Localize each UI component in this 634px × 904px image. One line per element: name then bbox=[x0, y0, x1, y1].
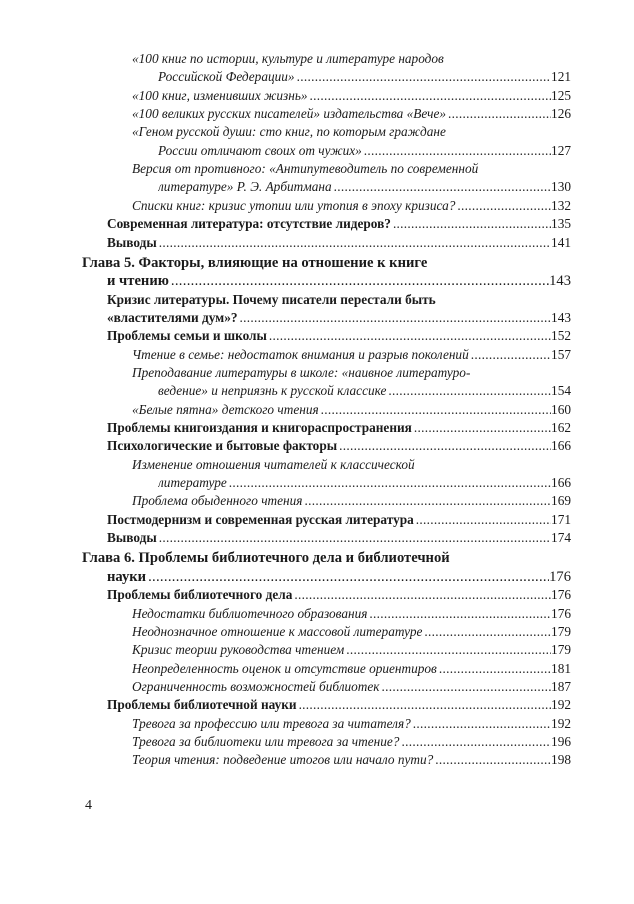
toc-entry-line bbox=[0, 197, 634, 215]
toc-page-number: 135 bbox=[551, 216, 571, 231]
toc-entry-title: Неоднозначное отношение к массовой литературе bbox=[132, 624, 423, 639]
toc-entry-title: Выводы bbox=[107, 530, 157, 545]
toc-entry-title: Тревога за библиотеки или тревога за чтение? bbox=[132, 734, 400, 749]
toc-entry-line bbox=[0, 529, 634, 547]
toc-entry-line bbox=[0, 733, 634, 751]
toc-entry-line bbox=[0, 678, 634, 696]
toc-entry-title: литературе» Р. Э. Арбитмана bbox=[158, 179, 332, 194]
toc-entry-title: Неопределенность оценок и отсутствие ориентиров bbox=[132, 661, 437, 676]
toc-entry bbox=[158, 474, 571, 492]
toc-page-number: 166 bbox=[551, 438, 571, 453]
dot-leader bbox=[455, 197, 551, 215]
toc-entry-line bbox=[0, 50, 634, 68]
toc-page-number: 198 bbox=[551, 752, 571, 767]
toc-page-number: 176 bbox=[549, 569, 571, 585]
toc-entry-line bbox=[0, 68, 634, 86]
toc-entry-title: «Геном русской души: сто книг, по которым граждане bbox=[132, 124, 446, 139]
dot-leader bbox=[362, 142, 551, 160]
toc-entry-line bbox=[0, 272, 634, 290]
toc-entry bbox=[132, 678, 571, 696]
toc-entry-line bbox=[0, 660, 634, 678]
toc-entry bbox=[107, 327, 571, 345]
toc-entry-line bbox=[0, 474, 634, 492]
toc-entry bbox=[132, 197, 571, 215]
toc-entry bbox=[132, 751, 571, 769]
toc-entry bbox=[107, 215, 571, 233]
toc-entry-line bbox=[0, 123, 634, 141]
toc-page-number: 179 bbox=[551, 642, 571, 657]
toc-entry bbox=[158, 68, 571, 86]
toc-entry-title: Версия от противного: «Антипутеводитель по современной bbox=[132, 161, 479, 176]
toc-entry-title: Тревога за профессию или тревога за читателя? bbox=[132, 716, 411, 731]
toc-entry bbox=[107, 272, 571, 290]
toc-entry-line bbox=[0, 87, 634, 105]
toc-entry bbox=[132, 623, 571, 641]
toc-entry bbox=[107, 696, 571, 714]
toc-entry-title: Теория чтения: подведение итогов или начало пути? bbox=[132, 752, 434, 767]
toc-entry-line bbox=[0, 178, 634, 196]
toc-entry-line bbox=[0, 549, 634, 567]
toc-entry bbox=[107, 586, 571, 604]
toc-entry bbox=[107, 529, 571, 547]
toc-entry-line bbox=[0, 327, 634, 345]
toc-entry-line bbox=[0, 309, 634, 327]
dot-leader bbox=[386, 382, 551, 400]
toc-entry-title: Глава 6. Проблемы библиотечного дела и библиотечной bbox=[82, 550, 450, 566]
dot-leader bbox=[433, 751, 551, 769]
page-number: 4 bbox=[85, 798, 92, 813]
dot-leader bbox=[297, 696, 551, 714]
toc-entry-title: Глава 5. Факторы, влияющие на отношение к книге bbox=[82, 255, 428, 271]
toc-entry-title: Недостатки библиотечного образования bbox=[132, 606, 368, 621]
toc-entry-title: Проблемы библиотечного дела bbox=[107, 587, 293, 602]
toc-entry-title: «властителями дум»? bbox=[107, 310, 238, 325]
toc-entry bbox=[158, 382, 571, 400]
toc-entry-title: Преподавание литературы в школе: «наивное литературо- bbox=[132, 365, 471, 380]
toc-entry-line bbox=[0, 346, 634, 364]
dot-leader bbox=[446, 105, 551, 123]
dot-leader bbox=[227, 474, 551, 492]
toc-entry-line bbox=[0, 382, 634, 400]
toc-entry bbox=[107, 511, 571, 529]
toc-entry-line bbox=[0, 492, 634, 510]
toc-entry bbox=[107, 309, 571, 327]
toc-entry-line bbox=[0, 751, 634, 769]
toc-entry-title: Психологические и бытовые факторы bbox=[107, 438, 338, 453]
toc-entry-title: Проблемы библиотечной науки bbox=[107, 697, 297, 712]
toc-page-number: 141 bbox=[551, 235, 571, 250]
toc-entry bbox=[132, 733, 571, 751]
dot-leader bbox=[412, 419, 551, 437]
dot-leader bbox=[399, 733, 551, 751]
toc-entry bbox=[107, 437, 571, 455]
toc-entry-title: науки bbox=[107, 569, 147, 585]
dot-leader bbox=[469, 346, 551, 364]
toc-entry-line bbox=[0, 456, 634, 474]
toc-entry-line bbox=[0, 623, 634, 641]
toc-page-number: 181 bbox=[551, 661, 571, 676]
toc-entry-title: «Белые пятна» детского чтения bbox=[132, 402, 319, 417]
toc-entry-line bbox=[0, 291, 634, 309]
toc-page-number: 187 bbox=[551, 679, 571, 694]
toc-entry bbox=[132, 346, 571, 364]
toc-entry bbox=[132, 492, 571, 510]
toc-entry-line bbox=[0, 419, 634, 437]
toc-page-number: 196 bbox=[551, 734, 571, 749]
dot-leader bbox=[332, 178, 551, 196]
toc-page-number: 176 bbox=[551, 606, 571, 621]
toc-page-number: 125 bbox=[551, 88, 571, 103]
dot-leader bbox=[169, 272, 549, 290]
toc-page-number: 132 bbox=[551, 198, 571, 213]
toc-entry-line bbox=[0, 568, 634, 586]
toc-entry bbox=[132, 87, 571, 105]
toc-entry-title: Кризис литературы. Почему писатели перестали быть bbox=[107, 292, 436, 307]
toc-entry-line bbox=[0, 160, 634, 178]
toc-page-number: 166 bbox=[551, 475, 571, 490]
toc-entry-title: «100 книг по истории, культуре и литературе народов bbox=[132, 51, 444, 66]
toc-entry-title: Российской Федерации» bbox=[158, 69, 295, 84]
dot-leader bbox=[308, 87, 552, 105]
toc-entry-line bbox=[0, 364, 634, 382]
dot-leader bbox=[295, 68, 551, 86]
toc-entry-line bbox=[0, 254, 634, 272]
dot-leader bbox=[411, 715, 551, 733]
dot-leader bbox=[157, 529, 551, 547]
toc-page-number: 174 bbox=[551, 530, 571, 545]
toc-entry-line bbox=[0, 234, 634, 252]
toc-entry-title: литературе bbox=[158, 475, 227, 490]
toc-entry-line bbox=[0, 401, 634, 419]
toc-page-number: 157 bbox=[551, 347, 571, 362]
dot-leader bbox=[367, 605, 551, 623]
dot-leader bbox=[414, 511, 551, 529]
toc-page-number: 143 bbox=[549, 273, 571, 289]
toc-page-number: 154 bbox=[551, 383, 571, 398]
toc-entry-title: Проблема обыденного чтения bbox=[132, 493, 303, 508]
toc-entry-title: Современная литература: отсутствие лидеров? bbox=[107, 216, 391, 231]
toc-page-number: 162 bbox=[551, 420, 571, 435]
toc-entry bbox=[132, 660, 571, 678]
toc-page-number: 130 bbox=[551, 179, 571, 194]
toc-entry bbox=[107, 419, 571, 437]
toc-entry bbox=[132, 641, 571, 659]
toc-page-number: 176 bbox=[551, 587, 571, 602]
toc-entry-line bbox=[0, 586, 634, 604]
toc-page-number: 179 bbox=[551, 624, 571, 639]
toc-entry bbox=[132, 105, 571, 123]
toc-entry-title: «100 книг, изменивших жизнь» bbox=[132, 88, 308, 103]
toc-entry-title: Списки книг: кризис утопии или утопия в эпоху кризиса? bbox=[132, 198, 456, 213]
dot-leader bbox=[267, 327, 551, 345]
toc-page-number: 121 bbox=[551, 69, 571, 84]
toc-entry-line bbox=[0, 105, 634, 123]
toc-page-number: 152 bbox=[551, 328, 571, 343]
toc-entry-line bbox=[0, 715, 634, 733]
toc-entry bbox=[107, 568, 571, 586]
toc-page-number: 192 bbox=[551, 697, 571, 712]
toc-entry-line bbox=[0, 696, 634, 714]
toc-page-number: 126 bbox=[551, 106, 571, 121]
dot-leader bbox=[292, 586, 551, 604]
dot-leader bbox=[238, 309, 552, 327]
dot-leader bbox=[302, 492, 551, 510]
toc-entry-line bbox=[0, 511, 634, 529]
toc-entry-line bbox=[0, 641, 634, 659]
toc-entry-line bbox=[0, 605, 634, 623]
toc-entry-title: и чтению bbox=[107, 273, 169, 289]
toc-entry-line bbox=[0, 215, 634, 233]
dot-leader bbox=[422, 623, 551, 641]
toc-page-number: 127 bbox=[551, 143, 571, 158]
toc-entry bbox=[107, 234, 571, 252]
dot-leader bbox=[344, 641, 551, 659]
toc-entry-title: ведение» и неприязнь к русской классике bbox=[158, 383, 387, 398]
toc-page-number: 171 bbox=[551, 512, 571, 527]
dot-leader bbox=[337, 437, 551, 455]
toc-entry-title: «100 великих русских писателей» издательства «Вече» bbox=[132, 106, 447, 121]
dot-leader bbox=[391, 215, 551, 233]
toc-entry bbox=[132, 715, 571, 733]
toc-entry bbox=[158, 142, 571, 160]
toc-entry-title: Постмодернизм и современная русская литература bbox=[107, 512, 414, 527]
toc-entry-title: Проблемы книгоиздания и книгораспространения bbox=[107, 420, 412, 435]
toc-entry-title: Чтение в семье: недостаток внимания и разрыв поколений bbox=[132, 347, 469, 362]
dot-leader bbox=[437, 660, 551, 678]
dot-leader bbox=[380, 678, 552, 696]
toc-entry-title: Изменение отношения читателей к классической bbox=[132, 457, 415, 472]
toc-page-number: 160 bbox=[551, 402, 571, 417]
toc-entry bbox=[132, 605, 571, 623]
toc-entry bbox=[158, 178, 571, 196]
toc-page-number: 192 bbox=[551, 716, 571, 731]
toc-entry-line bbox=[0, 437, 634, 455]
toc-entry-title: Ограниченность возможностей библиотек bbox=[132, 679, 380, 694]
toc-entry-title: Проблемы семьи и школы bbox=[107, 328, 267, 343]
toc-page-number: 143 bbox=[551, 310, 571, 325]
toc-entry-title: России отличают своих от чужих» bbox=[158, 143, 362, 158]
dot-leader bbox=[157, 234, 551, 252]
toc-entry-title: Выводы bbox=[107, 235, 157, 250]
toc-entry-title: Кризис теории руководства чтением bbox=[132, 642, 345, 657]
toc-entry bbox=[132, 401, 571, 419]
dot-leader bbox=[319, 401, 551, 419]
toc-entry-line bbox=[0, 142, 634, 160]
dot-leader bbox=[146, 568, 549, 586]
toc-page-number: 169 bbox=[551, 493, 571, 508]
